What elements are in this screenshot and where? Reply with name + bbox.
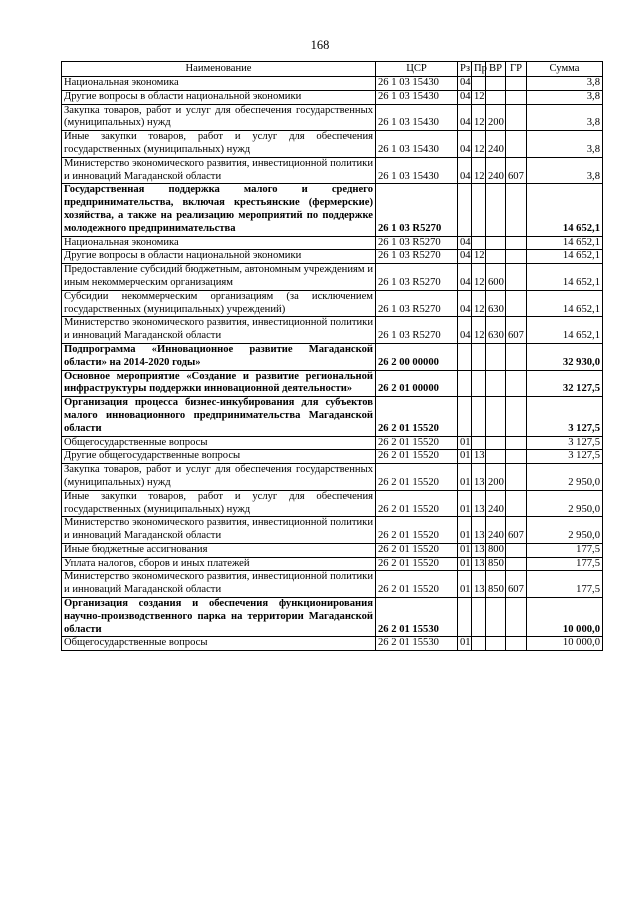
cell-gr: [506, 290, 527, 317]
cell-pr: 12: [472, 290, 486, 317]
cell-csr: 26 2 01 15520: [376, 557, 458, 571]
table-row: [62, 450, 603, 464]
cell-name: Министерство экономического развития, инвестиционной политики и инноваций Магаданской области: [62, 317, 376, 344]
cell-name: Иные бюджетные ассигнования: [62, 543, 376, 557]
cell-vr: 850: [486, 557, 506, 571]
cell-pr: 13: [472, 557, 486, 571]
cell-vr: [486, 90, 506, 104]
cell-sum: 177,5: [527, 557, 603, 571]
cell-csr: 26 1 03 R5270: [376, 184, 458, 236]
cell-csr: 26 2 01 00000: [376, 370, 458, 397]
table-row: [62, 490, 603, 517]
cell-csr: 26 1 03 R5270: [376, 264, 458, 291]
cell-rz: 01: [458, 490, 472, 517]
cell-vr: 630: [486, 317, 506, 344]
cell-pr: [472, 436, 486, 450]
page-number: 168: [310, 38, 330, 52]
header-pr: Пр: [472, 62, 486, 77]
cell-name: Иные закупки товаров, работ и услуг для обеспечения государственных (муниципальных) нужд: [62, 490, 376, 517]
cell-sum: 3 127,5: [527, 397, 603, 436]
cell-rz: 04: [458, 317, 472, 344]
cell-rz: 04: [458, 236, 472, 250]
header-gr: ГР: [506, 62, 527, 77]
table-row: [62, 131, 603, 158]
cell-vr: [486, 343, 506, 370]
cell-csr: 26 1 03 15430: [376, 104, 458, 131]
cell-rz: 04: [458, 77, 472, 91]
table-row: [62, 317, 603, 344]
cell-pr: 13: [472, 450, 486, 464]
table-row: [62, 343, 603, 370]
table-row: [62, 571, 603, 598]
budget-table: [61, 61, 603, 651]
cell-rz: 01: [458, 436, 472, 450]
cell-rz: 01: [458, 571, 472, 598]
cell-vr: 240: [486, 517, 506, 544]
cell-rz: [458, 598, 472, 637]
cell-pr: 12: [472, 317, 486, 344]
cell-gr: [506, 250, 527, 264]
cell-gr: [506, 598, 527, 637]
cell-rz: 01: [458, 557, 472, 571]
cell-csr: 26 2 01 15530: [376, 637, 458, 651]
cell-sum: 2 950,0: [527, 517, 603, 544]
cell-name: Закупка товаров, работ и услуг для обеспечения государственных (муниципальных) нужд: [62, 104, 376, 131]
table-row: [62, 77, 603, 91]
cell-rz: 01: [458, 637, 472, 651]
header-sum: Сумма: [527, 62, 603, 77]
cell-pr: [472, 184, 486, 236]
cell-csr: 26 2 01 15530: [376, 598, 458, 637]
cell-sum: 14 652,1: [527, 236, 603, 250]
cell-gr: [506, 450, 527, 464]
cell-vr: 850: [486, 571, 506, 598]
cell-name: Общегосударственные вопросы: [62, 436, 376, 450]
cell-vr: 240: [486, 157, 506, 184]
cell-vr: [486, 236, 506, 250]
cell-rz: 04: [458, 104, 472, 131]
cell-gr: 607: [506, 317, 527, 344]
cell-name: Подпрограмма «Инновационное развитие Магаданской области» на 2014-2020 годы»: [62, 343, 376, 370]
cell-gr: [506, 464, 527, 491]
cell-csr: 26 1 03 R5270: [376, 236, 458, 250]
cell-pr: 13: [472, 490, 486, 517]
table-row: [62, 184, 603, 236]
cell-csr: 26 1 03 15430: [376, 131, 458, 158]
cell-csr: 26 2 01 15520: [376, 517, 458, 544]
cell-csr: 26 1 03 R5270: [376, 317, 458, 344]
cell-pr: 13: [472, 464, 486, 491]
cell-pr: 13: [472, 543, 486, 557]
cell-name: Организация процесса бизнес-инкубирования для субъектов малого инновационного предпринимательства Магаданской области: [62, 397, 376, 436]
cell-vr: [486, 450, 506, 464]
cell-pr: 13: [472, 571, 486, 598]
cell-gr: 607: [506, 517, 527, 544]
cell-pr: 12: [472, 250, 486, 264]
cell-vr: [486, 637, 506, 651]
cell-sum: 3,8: [527, 90, 603, 104]
cell-sum: 3,8: [527, 157, 603, 184]
cell-csr: 26 2 01 15520: [376, 571, 458, 598]
cell-rz: 04: [458, 131, 472, 158]
cell-gr: [506, 490, 527, 517]
table-row: [62, 264, 603, 291]
cell-gr: [506, 184, 527, 236]
cell-name: Организация создания и обеспечения функционирования научно-производственного парка на территории Магаданской области: [62, 598, 376, 637]
cell-sum: 3 127,5: [527, 436, 603, 450]
cell-sum: 3,8: [527, 104, 603, 131]
cell-name: Другие вопросы в области национальной экономики: [62, 90, 376, 104]
cell-gr: [506, 236, 527, 250]
cell-sum: 3 127,5: [527, 450, 603, 464]
cell-csr: 26 1 03 R5270: [376, 290, 458, 317]
cell-name: Предоставление субсидий бюджетным, автономным учреждениям и иным некоммерческим организациям: [62, 264, 376, 291]
cell-name: Общегосударственные вопросы: [62, 637, 376, 651]
cell-rz: 04: [458, 290, 472, 317]
table-body: [62, 77, 603, 651]
cell-name: Министерство экономического развития, инвестиционной политики и инноваций Магаданской области: [62, 517, 376, 544]
cell-csr: 26 1 03 15430: [376, 157, 458, 184]
cell-csr: 26 1 03 15430: [376, 77, 458, 91]
cell-gr: [506, 637, 527, 651]
table-row: [62, 236, 603, 250]
cell-sum: 3,8: [527, 77, 603, 91]
cell-pr: [472, 236, 486, 250]
cell-vr: [486, 77, 506, 91]
cell-name: Министерство экономического развития, инвестиционной политики и инноваций Магаданской области: [62, 571, 376, 598]
cell-csr: 26 1 03 15430: [376, 90, 458, 104]
cell-sum: 2 950,0: [527, 490, 603, 517]
cell-rz: 04: [458, 157, 472, 184]
cell-pr: [472, 77, 486, 91]
cell-pr: [472, 343, 486, 370]
cell-csr: 26 1 03 R5270: [376, 250, 458, 264]
cell-pr: [472, 397, 486, 436]
cell-sum: 32 930,0: [527, 343, 603, 370]
table-row: [62, 157, 603, 184]
cell-csr: 26 2 01 15520: [376, 543, 458, 557]
table-row: [62, 517, 603, 544]
table-row: [62, 557, 603, 571]
header-rz: Рз: [458, 62, 472, 77]
cell-vr: [486, 370, 506, 397]
cell-rz: 04: [458, 90, 472, 104]
cell-vr: 240: [486, 490, 506, 517]
cell-gr: [506, 131, 527, 158]
cell-name: Основное мероприятие «Создание и развитие региональной инфраструктуры поддержки инновационной деятельности»: [62, 370, 376, 397]
cell-pr: [472, 637, 486, 651]
cell-name: Государственная поддержка малого и среднего предпринимательства, включая крестьянские (фермерские) хозяйства, а также на реализацию мероприятий по поддержке молодежного предпринимательства: [62, 184, 376, 236]
cell-name: Другие общегосударственные вопросы: [62, 450, 376, 464]
cell-gr: 607: [506, 571, 527, 598]
cell-sum: 177,5: [527, 543, 603, 557]
cell-gr: [506, 436, 527, 450]
cell-vr: [486, 598, 506, 637]
cell-vr: 630: [486, 290, 506, 317]
cell-name: Закупка товаров, работ и услуг для обеспечения государственных (муниципальных) нужд: [62, 464, 376, 491]
cell-rz: 04: [458, 250, 472, 264]
cell-rz: 01: [458, 543, 472, 557]
cell-pr: 12: [472, 157, 486, 184]
cell-pr: 13: [472, 517, 486, 544]
cell-csr: 26 2 01 15520: [376, 464, 458, 491]
header-name: Наименование: [62, 62, 376, 77]
cell-sum: 10 000,0: [527, 637, 603, 651]
cell-pr: 12: [472, 264, 486, 291]
table-row: [62, 250, 603, 264]
cell-vr: [486, 250, 506, 264]
cell-vr: 200: [486, 104, 506, 131]
cell-gr: 607: [506, 157, 527, 184]
header-csr: ЦСР: [376, 62, 458, 77]
cell-csr: 26 2 00 00000: [376, 343, 458, 370]
cell-sum: 3,8: [527, 131, 603, 158]
cell-vr: 240: [486, 131, 506, 158]
cell-vr: 200: [486, 464, 506, 491]
cell-sum: 14 652,1: [527, 290, 603, 317]
cell-vr: [486, 184, 506, 236]
cell-vr: 800: [486, 543, 506, 557]
table-row: [62, 637, 603, 651]
cell-gr: [506, 264, 527, 291]
cell-rz: 01: [458, 464, 472, 491]
cell-rz: 01: [458, 450, 472, 464]
cell-gr: [506, 104, 527, 131]
cell-vr: [486, 436, 506, 450]
table-row: [62, 436, 603, 450]
cell-name: Иные закупки товаров, работ и услуг для обеспечения государственных (муниципальных) нужд: [62, 131, 376, 158]
cell-sum: 32 127,5: [527, 370, 603, 397]
cell-sum: 177,5: [527, 571, 603, 598]
cell-name: Министерство экономического развития, инвестиционной политики и инноваций Магаданской области: [62, 157, 376, 184]
cell-pr: [472, 370, 486, 397]
cell-pr: [472, 598, 486, 637]
cell-rz: [458, 370, 472, 397]
cell-vr: 600: [486, 264, 506, 291]
cell-pr: 12: [472, 90, 486, 104]
cell-sum: 10 000,0: [527, 598, 603, 637]
cell-gr: [506, 397, 527, 436]
cell-gr: [506, 543, 527, 557]
cell-rz: 04: [458, 264, 472, 291]
cell-gr: [506, 77, 527, 91]
table-row: [62, 290, 603, 317]
cell-sum: 14 652,1: [527, 184, 603, 236]
cell-name: Национальная экономика: [62, 236, 376, 250]
cell-csr: 26 2 01 15520: [376, 436, 458, 450]
cell-name: Субсидии некоммерческим организациям (за исключением государственных (муниципальных) учреждений): [62, 290, 376, 317]
cell-rz: 01: [458, 517, 472, 544]
cell-name: Уплата налогов, сборов и иных платежей: [62, 557, 376, 571]
table-row: [62, 90, 603, 104]
cell-gr: [506, 90, 527, 104]
header-vr: ВР: [486, 62, 506, 77]
table-row: [62, 370, 603, 397]
cell-sum: 14 652,1: [527, 264, 603, 291]
cell-sum: 14 652,1: [527, 317, 603, 344]
table-row: [62, 464, 603, 491]
cell-name: Другие вопросы в области национальной экономики: [62, 250, 376, 264]
table-row: [62, 104, 603, 131]
cell-csr: 26 2 01 15520: [376, 450, 458, 464]
cell-pr: 12: [472, 131, 486, 158]
cell-rz: [458, 343, 472, 370]
cell-sum: 2 950,0: [527, 464, 603, 491]
cell-csr: 26 2 01 15520: [376, 397, 458, 436]
table-row: [62, 397, 603, 436]
cell-sum: 14 652,1: [527, 250, 603, 264]
cell-rz: [458, 184, 472, 236]
cell-pr: 12: [472, 104, 486, 131]
table-header-row: [62, 62, 603, 77]
cell-gr: [506, 557, 527, 571]
cell-vr: [486, 397, 506, 436]
cell-gr: [506, 370, 527, 397]
table-row: [62, 543, 603, 557]
cell-gr: [506, 343, 527, 370]
cell-csr: 26 2 01 15520: [376, 490, 458, 517]
table-row: [62, 598, 603, 637]
cell-rz: [458, 397, 472, 436]
cell-name: Национальная экономика: [62, 77, 376, 91]
